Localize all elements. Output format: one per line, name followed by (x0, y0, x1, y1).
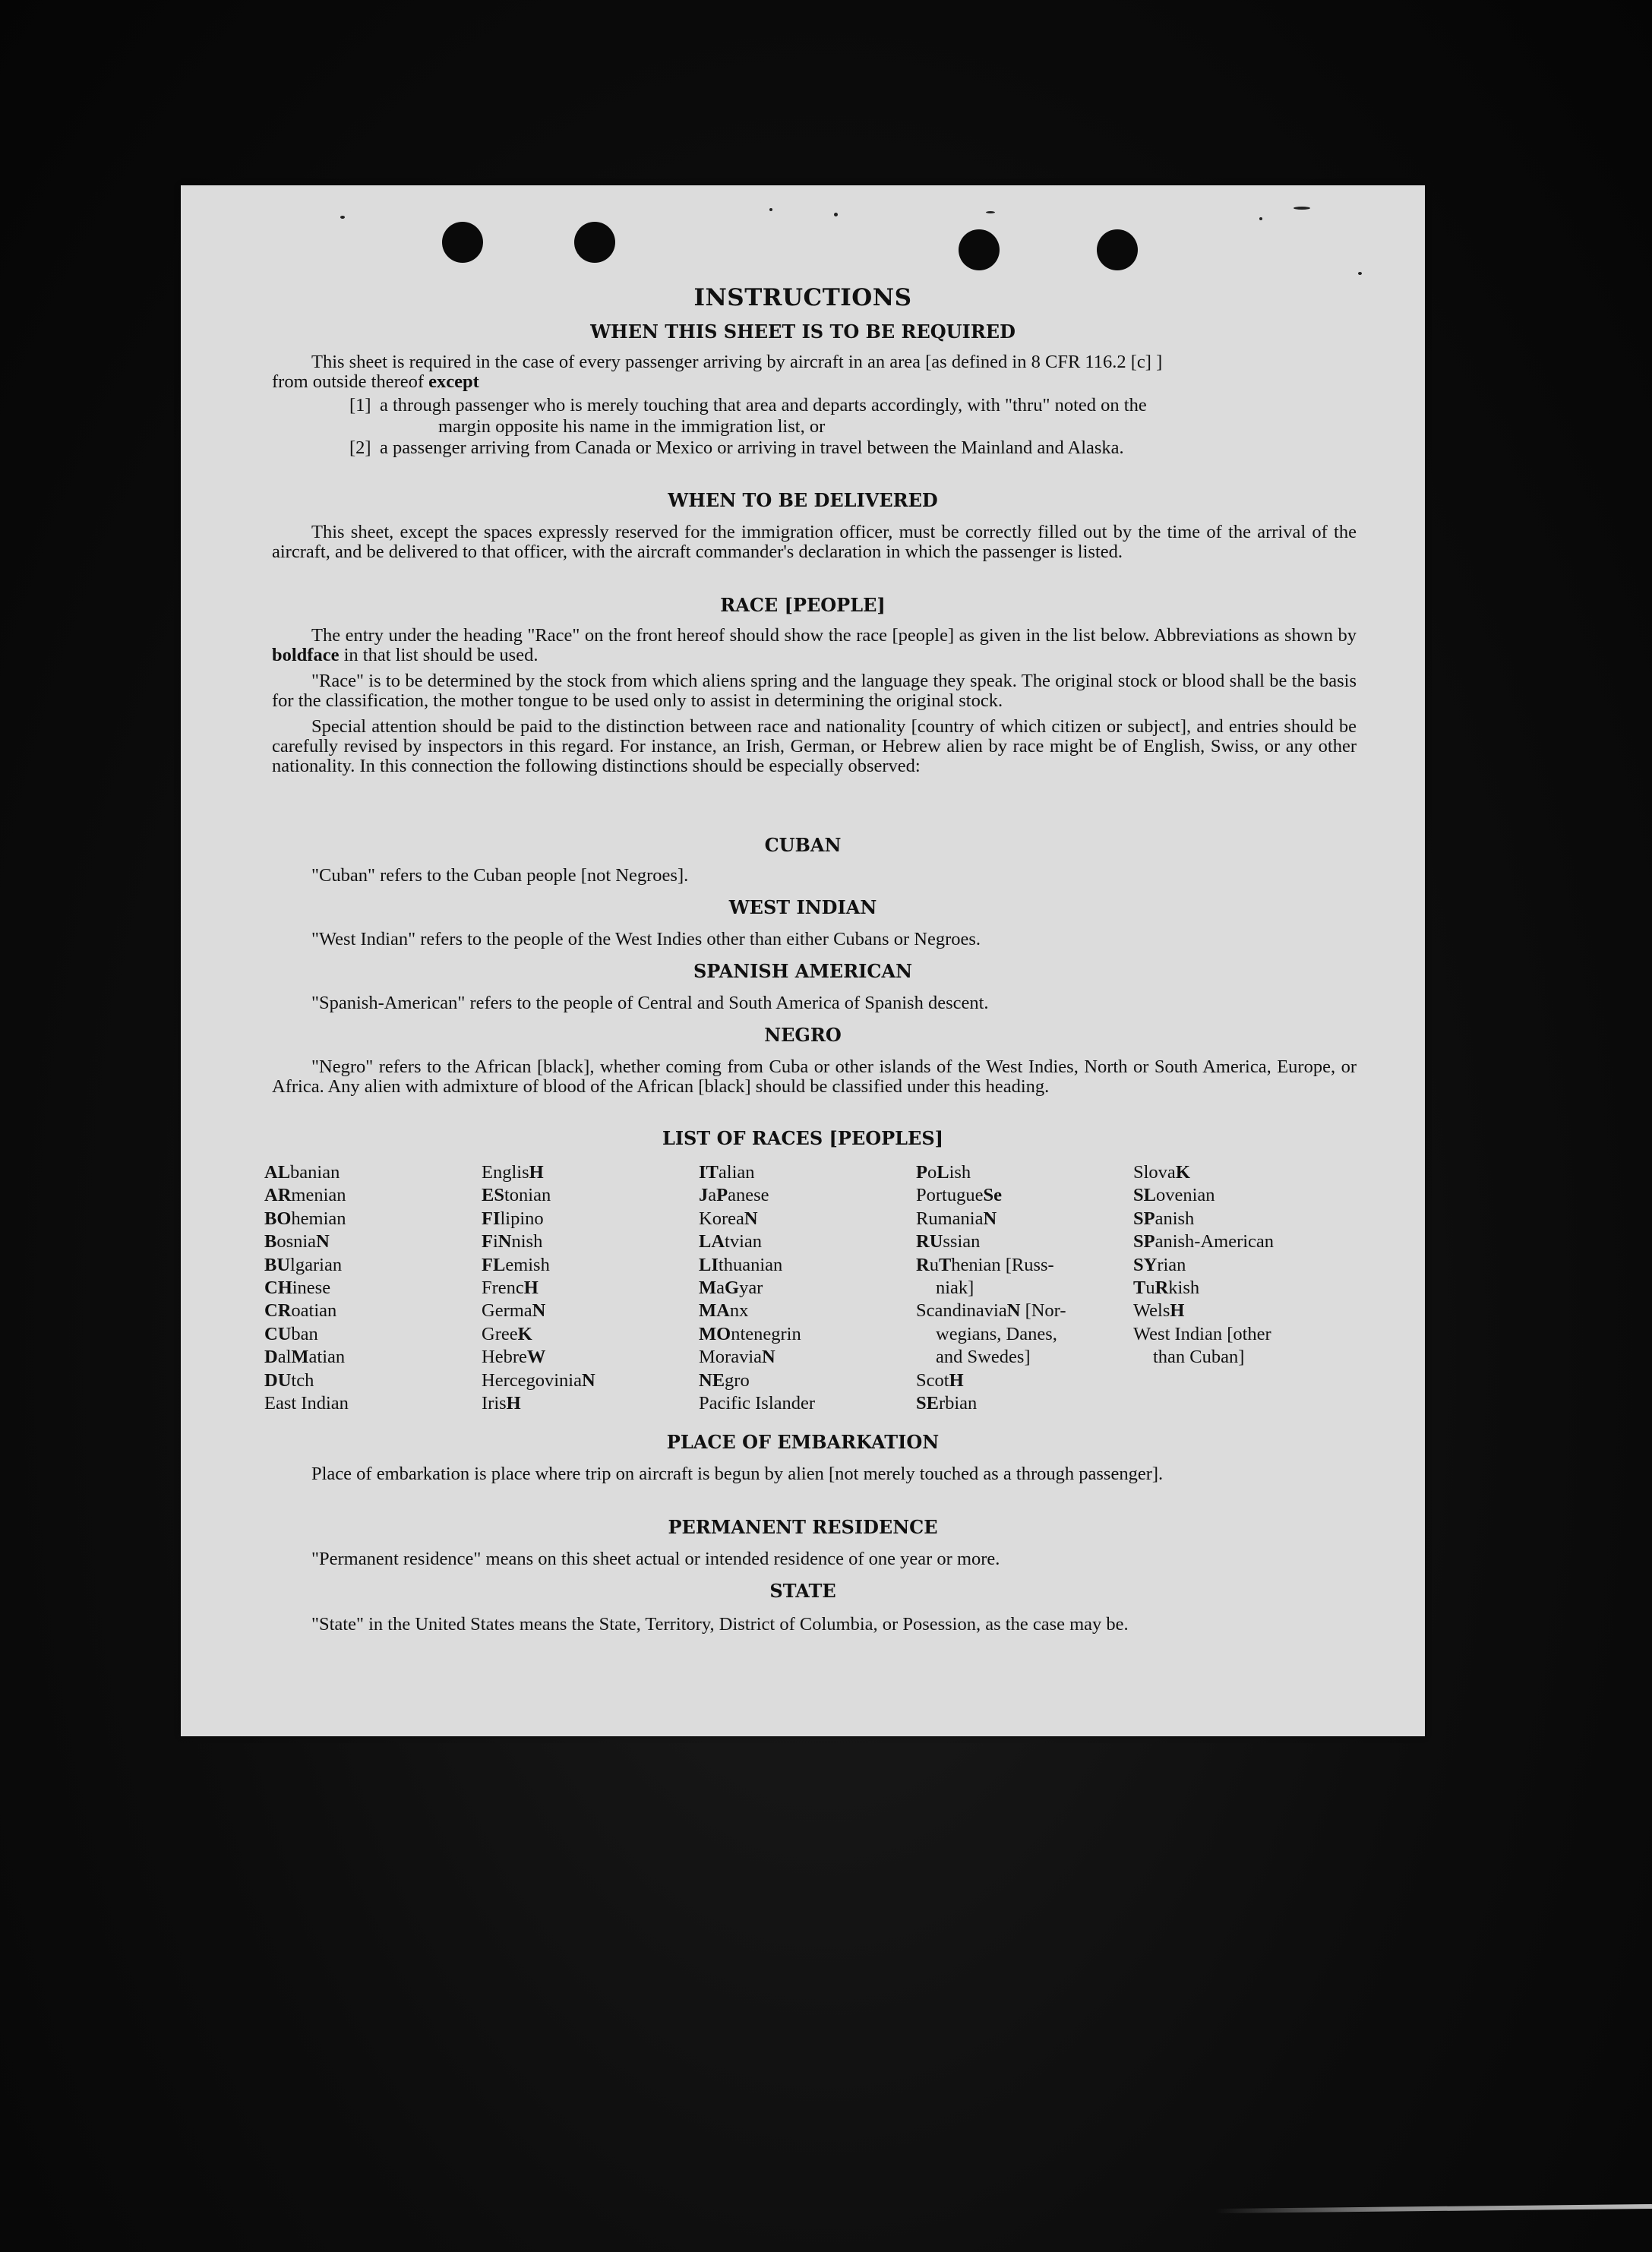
heading-spanish-american: SPANISH AMERICAN (693, 960, 913, 982)
race-name-text: Slova (1133, 1162, 1176, 1183)
race-abbreviation: G (725, 1278, 740, 1299)
race-entry (264, 1184, 485, 1207)
intro-line-1: This sheet is required in the case of every passenger arriving by aircraft in an area [as defined in 8 CFR 116.2 [c] ] (311, 352, 1163, 372)
race-entry (699, 1323, 919, 1346)
race-name-text: anish (1155, 1208, 1195, 1229)
race-abbreviation: LI (699, 1254, 719, 1275)
race-entry (916, 1369, 1136, 1392)
race-name-text: tonian (504, 1185, 551, 1206)
race-name-text: kish (1168, 1278, 1200, 1299)
item-text: a passenger arriving from Canada or Mexico or arriving in travel between the Mainland and Alaska. (380, 437, 1124, 458)
race-entry (916, 1300, 1136, 1322)
race-entry (1133, 1300, 1354, 1322)
race-column (699, 1161, 919, 1415)
race-entry (264, 1161, 485, 1184)
race-name-text: henian [Russ- (951, 1254, 1054, 1275)
heading-permanent-residence: PERMANENT RESIDENCE (668, 1516, 938, 1538)
race-name-text: o (927, 1162, 937, 1183)
race-entry (916, 1277, 1136, 1300)
race-entry (699, 1369, 919, 1392)
race-abbreviation: L (937, 1162, 949, 1183)
heading-west-indian: WEST INDIAN (728, 896, 877, 918)
race-paragraph-2: "Race" is to be determined by the stock from which aliens spring and the language they speak. The original stock or blood shall be the basis for the classification, the mother tongue to be used only to assist in determining the original stock. (272, 671, 1357, 711)
race-abbreviation: SE (916, 1393, 939, 1414)
intro-line-2-prefix: from outside thereof (272, 371, 429, 392)
race-name-text: oatian (291, 1300, 337, 1322)
race-name-text: al (277, 1347, 292, 1368)
race-abbreviation: CR (264, 1300, 292, 1322)
race-abbreviation: H (523, 1278, 539, 1299)
race-name-text: u (929, 1254, 939, 1275)
race-name-text: anese (728, 1185, 769, 1206)
paragraph: This sheet, except the spaces expressly reserved for the immigration officer, must be correctly filled out by the time of the arrival of the aircraft, and be delivered to that officer, with the aircraft commander's declaration in which the passenger is listed. (272, 522, 1357, 562)
race-abbreviation: Se (983, 1185, 1002, 1206)
race-abbreviation: MA (699, 1300, 730, 1322)
race-entry (699, 1161, 919, 1184)
speck (340, 216, 345, 219)
race-name-text: Pacific Islander (699, 1393, 816, 1414)
state-text (272, 1615, 1357, 1635)
permanent-residence-text (272, 1549, 1357, 1569)
race-name-text: Wels (1133, 1300, 1170, 1322)
race-entry (1133, 1184, 1354, 1207)
race-entry (482, 1277, 702, 1300)
heading-list-of-races: LIST OF RACES [PEOPLES] (662, 1127, 944, 1149)
speck (1358, 272, 1362, 275)
list-of-races (264, 1161, 1373, 1412)
race-abbreviation: BO (264, 1208, 292, 1229)
race-abbreviation: IT (699, 1162, 719, 1183)
race-entry (699, 1392, 919, 1415)
race-abbreviation: CU (264, 1323, 292, 1344)
race-paragraph-1 (272, 626, 1357, 665)
race-name-text: rbian (938, 1393, 978, 1414)
speck (986, 211, 995, 213)
race-entry (916, 1184, 1136, 1207)
race-name-text: inese (292, 1278, 331, 1299)
race-entry (916, 1161, 1136, 1184)
race-entry (699, 1208, 919, 1230)
race-abbreviation: F (482, 1231, 493, 1252)
race-name-text: Frenc (482, 1278, 524, 1299)
race-abbreviation: M (291, 1347, 309, 1368)
intro-except: except (428, 371, 479, 392)
west-indian-text (272, 930, 1357, 949)
race-abbreviation: T (1133, 1278, 1146, 1299)
race-abbreviation: FI (482, 1208, 501, 1229)
race-entry (699, 1184, 919, 1207)
race-column (264, 1161, 485, 1415)
heading-embarkation: PLACE OF EMBARKATION (666, 1431, 940, 1453)
race-entry (482, 1254, 702, 1277)
race-abbreviation: N (744, 1208, 758, 1229)
race-entry (264, 1254, 485, 1277)
heading-when-delivered: WHEN TO BE DELIVERED (668, 489, 938, 511)
race-abbreviation: SP (1133, 1208, 1155, 1229)
race-column (482, 1161, 702, 1415)
race-name-text: atian (308, 1347, 346, 1368)
spanish-american-text (272, 993, 1357, 1013)
race-abbreviation: K (517, 1323, 532, 1344)
race-name-text: rian (1157, 1254, 1186, 1275)
race-name-text: ovenian (1155, 1185, 1215, 1206)
race-abbreviation: M (699, 1278, 717, 1299)
text-run: The entry under the heading "Race" on the front hereof should show the race [people] as given in the list below. Abbreviations as shown by (311, 625, 1357, 646)
race-name-text: ssian (943, 1231, 981, 1252)
race-entry (916, 1208, 1136, 1230)
race-entry (482, 1184, 702, 1207)
race-name-text: Portugue (916, 1185, 984, 1206)
paragraph: "Spanish-American" refers to the people of Central and South America of Spanish descent. (311, 993, 989, 1013)
punch-hole (442, 222, 483, 263)
race-abbreviation: FL (482, 1254, 506, 1275)
paragraph: "Cuban" refers to the Cuban people [not Negroes]. (311, 865, 689, 886)
race-entry (482, 1300, 702, 1322)
race-name-text: than Cuban] (1153, 1347, 1245, 1368)
race-name-text: Moravia (699, 1347, 762, 1368)
punch-hole (574, 222, 615, 263)
race-entry (699, 1277, 919, 1300)
race-abbreviation: LA (699, 1231, 725, 1252)
embarkation-text (272, 1464, 1357, 1484)
punch-hole (1097, 229, 1138, 270)
race-name-text: ish (949, 1162, 971, 1183)
paragraph: Place of embarkation is place where trip on aircraft is begun by alien [not merely touched as a through passenger]. (311, 1464, 1164, 1484)
race-name-text: osnia (276, 1231, 317, 1252)
heading-state: STATE (769, 1580, 836, 1602)
item-text: a through passenger who is merely touching that area and departs accordingly, with "thru" noted on the (380, 395, 1147, 415)
race-abbreviation: P (916, 1162, 927, 1183)
exception-item-1 (349, 395, 1352, 437)
race-entry (916, 1392, 1136, 1415)
race-name-text: lgarian (290, 1254, 343, 1275)
when-required-intro (272, 352, 1357, 392)
race-abbreviation: MO (699, 1323, 731, 1344)
race-name-text: niak] (936, 1278, 974, 1299)
race-abbreviation: P (716, 1185, 728, 1206)
race-entry (264, 1392, 485, 1415)
race-name-text: u (1145, 1278, 1155, 1299)
race-abbreviation: H (949, 1369, 964, 1391)
race-entry (482, 1161, 702, 1184)
race-abbreviation: BU (264, 1254, 291, 1275)
race-name-text: wegians, Danes, (936, 1323, 1057, 1344)
race-abbreviation: H (529, 1162, 544, 1183)
paragraph: "West Indian" refers to the people of the West Indies other than either Cubans or Negroes. (311, 929, 981, 949)
race-name-text: Hercegovinia (482, 1369, 582, 1391)
race-entry (482, 1208, 702, 1230)
speck (1293, 207, 1310, 210)
race-abbreviation: K (1175, 1162, 1190, 1183)
race-name-text: anish-American (1155, 1231, 1275, 1252)
race-name-text: hemian (291, 1208, 346, 1229)
race-name-text: ban (291, 1323, 318, 1344)
race-name-text: Scot (916, 1369, 949, 1391)
item-number: [1] (349, 395, 371, 415)
race-name-text: thuanian (718, 1254, 783, 1275)
instruction-sheet (181, 185, 1425, 1736)
race-entry (699, 1230, 919, 1253)
race-name-text: Englis (482, 1162, 529, 1183)
race-name-text: i (492, 1231, 498, 1252)
race-entry (916, 1254, 1136, 1277)
race-abbreviation: D (264, 1347, 278, 1368)
race-name-text: Rumania (916, 1208, 984, 1229)
race-abbreviation: N (983, 1208, 997, 1229)
race-entry (1133, 1277, 1354, 1300)
intro-line-2 (272, 372, 1357, 392)
race-abbreviation: SL (1133, 1185, 1156, 1206)
race-entry (916, 1323, 1136, 1346)
race-paragraph-3: Special attention should be paid to the distinction between race and nationality [country of which citizen or subject], and entries should be carefully revised by inspectors in this regard. For instance, an Irish, German, or Hebrew alien by race might be of English, Swiss, or any other nationality. In this connection the following distinctions should be especially observed: (272, 716, 1357, 776)
race-entry (264, 1346, 485, 1369)
race-column (1133, 1161, 1354, 1369)
race-abbreviation: N (497, 1231, 512, 1252)
cuban-text (272, 866, 1357, 886)
race-abbreviation: B (264, 1231, 277, 1252)
race-name-text: Hebre (482, 1347, 527, 1368)
race-entry (699, 1254, 919, 1277)
race-name-text: Korea (699, 1208, 744, 1229)
race-entry (1133, 1161, 1354, 1184)
race-abbreviation: DU (264, 1369, 292, 1391)
race-entry (1133, 1346, 1354, 1369)
race-abbreviation: NE (699, 1369, 725, 1391)
race-abbreviation: W (526, 1347, 546, 1368)
race-entry (264, 1208, 485, 1230)
race-abbreviation: J (699, 1185, 709, 1206)
race-abbreviation: N (762, 1347, 775, 1368)
race-entry (916, 1346, 1136, 1369)
race-name-text: Iris (482, 1393, 507, 1414)
race-name-text: menian (291, 1185, 346, 1206)
race-abbreviation: N (532, 1300, 546, 1322)
race-name-text: and Swedes] (936, 1347, 1031, 1368)
race-abbreviation: T (938, 1254, 952, 1275)
race-abbreviation: R (916, 1254, 930, 1275)
race-name-text: yar (739, 1278, 763, 1299)
race-entry (264, 1277, 485, 1300)
heading-cuban: CUBAN (764, 834, 842, 856)
race-name-text: tch (291, 1369, 314, 1391)
race-entry (1133, 1254, 1354, 1277)
race-entry (264, 1369, 485, 1392)
boldface-word: boldface (272, 645, 340, 665)
item-text-continued: margin opposite his name in the immigration list, or (438, 416, 826, 437)
race-entry (264, 1230, 485, 1253)
race-abbreviation: ES (482, 1185, 504, 1206)
race-name-text: a (716, 1278, 725, 1299)
race-abbreviation: AR (264, 1185, 292, 1206)
race-entry (699, 1300, 919, 1322)
race-name-text: West Indian [other (1133, 1323, 1271, 1344)
race-name-text: nx (729, 1300, 749, 1322)
race-name-text: East Indian (264, 1393, 349, 1414)
race-name-text: gro (725, 1369, 750, 1391)
paragraph: "Permanent residence" means on this sheet actual or intended residence of one year or more. (311, 1549, 1000, 1569)
race-name-text: emish (505, 1254, 550, 1275)
race-entry (264, 1300, 485, 1322)
item-number: [2] (349, 437, 371, 458)
when-delivered-text (272, 523, 1357, 562)
race-abbreviation: RU (916, 1231, 943, 1252)
race-entry (1133, 1230, 1354, 1253)
race-abbreviation: N (581, 1369, 595, 1391)
race-abbreviation: SP (1133, 1231, 1155, 1252)
paragraph: "Negro" refers to the African [black], whether coming from Cuba or other islands of the West Indies, North or South America, Europe, or Africa. Any alien with admixture of blood of the African [black] should be classified under this heading. (272, 1057, 1357, 1097)
race-abbreviation: H (506, 1393, 521, 1414)
race-name-text: ntenegrin (731, 1323, 801, 1344)
race-entry (1133, 1208, 1354, 1230)
page-title: INSTRUCTIONS (693, 284, 912, 311)
race-name-text: lipino (500, 1208, 544, 1229)
race-abbreviation: SY (1133, 1254, 1158, 1275)
race-name-text: [Nor- (1020, 1300, 1066, 1322)
race-text (272, 626, 1357, 776)
race-abbreviation: N (1006, 1300, 1021, 1322)
paragraph: "State" in the United States means the State, Territory, District of Columbia, or Posession, as the case may be. (311, 1614, 1129, 1635)
race-name-text: a (708, 1185, 717, 1206)
race-entry (916, 1230, 1136, 1253)
race-entry (482, 1230, 702, 1253)
race-abbreviation: CH (264, 1278, 292, 1299)
speck (1259, 217, 1262, 220)
race-entry (1133, 1323, 1354, 1346)
punch-hole (959, 229, 1000, 270)
race-abbreviation: N (316, 1231, 330, 1252)
race-abbreviation: AL (264, 1162, 291, 1183)
race-entry (482, 1369, 702, 1392)
race-name-text: alian (718, 1162, 755, 1183)
exception-item-2 (349, 437, 1352, 459)
race-name-text: Gree (482, 1323, 518, 1344)
race-entry (264, 1323, 485, 1346)
race-abbreviation: R (1155, 1278, 1169, 1299)
race-entry (482, 1323, 702, 1346)
race-name-text: tvian (725, 1231, 763, 1252)
race-name-text: nish (511, 1231, 543, 1252)
race-name-text: Scandinavia (916, 1300, 1007, 1322)
text-run: in that list should be used. (339, 645, 539, 665)
race-entry (482, 1392, 702, 1415)
speck (834, 213, 838, 216)
speck (769, 208, 772, 211)
race-name-text: banian (290, 1162, 340, 1183)
heading-negro: NEGRO (764, 1024, 842, 1046)
heading-race: RACE [PEOPLE] (720, 594, 886, 616)
negro-text (272, 1057, 1357, 1097)
race-entry (482, 1346, 702, 1369)
race-abbreviation: H (1170, 1300, 1185, 1322)
heading-when-required: WHEN THIS SHEET IS TO BE REQUIRED (590, 321, 1016, 343)
race-column (916, 1161, 1136, 1415)
race-name-text: Germa (482, 1300, 532, 1322)
race-entry (699, 1346, 919, 1369)
